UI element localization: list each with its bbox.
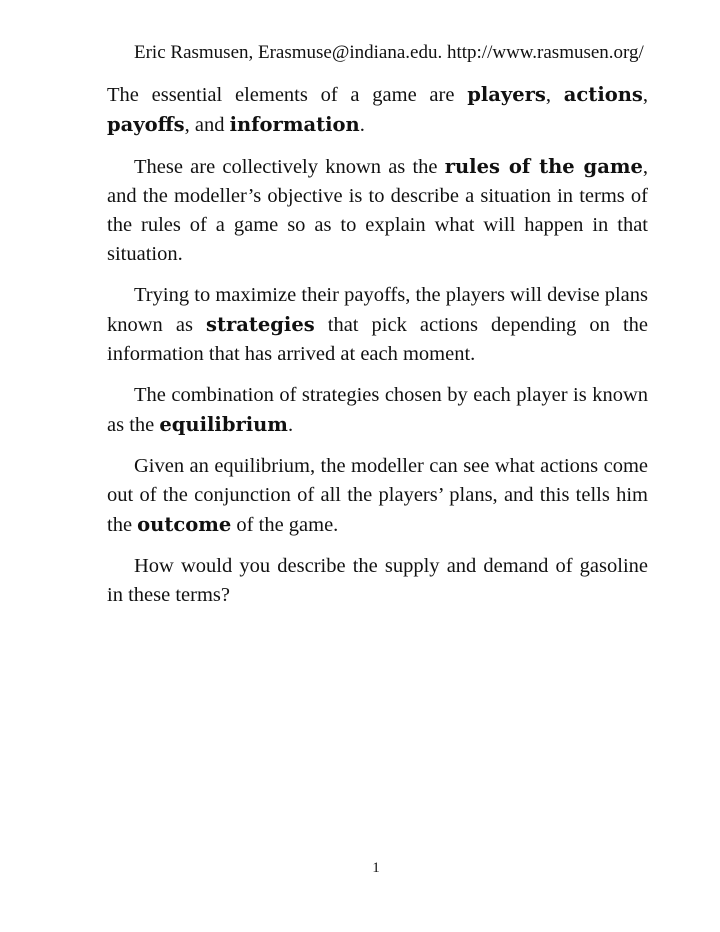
key-term: strategies (205, 313, 315, 336)
body-text (107, 80, 648, 622)
key-term: equilibrium (159, 413, 288, 436)
key-term: outcome (137, 513, 232, 536)
text-run: of the game. (231, 514, 339, 536)
text-run: The essential elements of a game are (107, 84, 468, 106)
paragraph-question (107, 552, 648, 610)
paragraph-strategies (107, 281, 648, 369)
text-run: The combination of strategies chosen by each player is known as the (107, 384, 648, 436)
text-run: , (545, 84, 564, 106)
key-term: information (229, 113, 360, 136)
text-run: , (642, 84, 649, 106)
key-term: actions (563, 83, 643, 106)
paragraph-equilibrium (107, 381, 648, 440)
text-run: How would you describe the supply and demand of gasoline in these terms? (107, 555, 648, 606)
text-run: . (287, 414, 294, 436)
paragraph-outcome (107, 452, 648, 540)
page-number: 1 (372, 860, 380, 876)
text-run: . (359, 114, 365, 136)
text-run: These are collectively known as the (134, 156, 445, 178)
key-term: rules of the game (444, 155, 643, 178)
text-run: that pick actions depending on the information that has arrived at each moment. (107, 314, 648, 365)
paragraph-rules-of-the-game (107, 152, 648, 269)
text-run: Trying to maximize their payoffs, the players will devise plans known as (107, 284, 648, 336)
text-run: Given an equilibrium, the modeller can see what actions come out of the conjunction of all the players’ plans, and this tells him the (107, 455, 648, 536)
text-run: , and (184, 114, 230, 136)
key-term: players (467, 83, 546, 106)
key-term: payoffs (107, 113, 185, 136)
text-run: , and the modeller’s objective is to describe a situation in terms of the rules of a game so as to explain what will happen in that situation. (107, 156, 648, 265)
page-header: Eric Rasmusen, Erasmuse@indiana.edu. http://www.rasmusen.org/ (134, 42, 644, 63)
paragraph-elements (107, 80, 648, 140)
